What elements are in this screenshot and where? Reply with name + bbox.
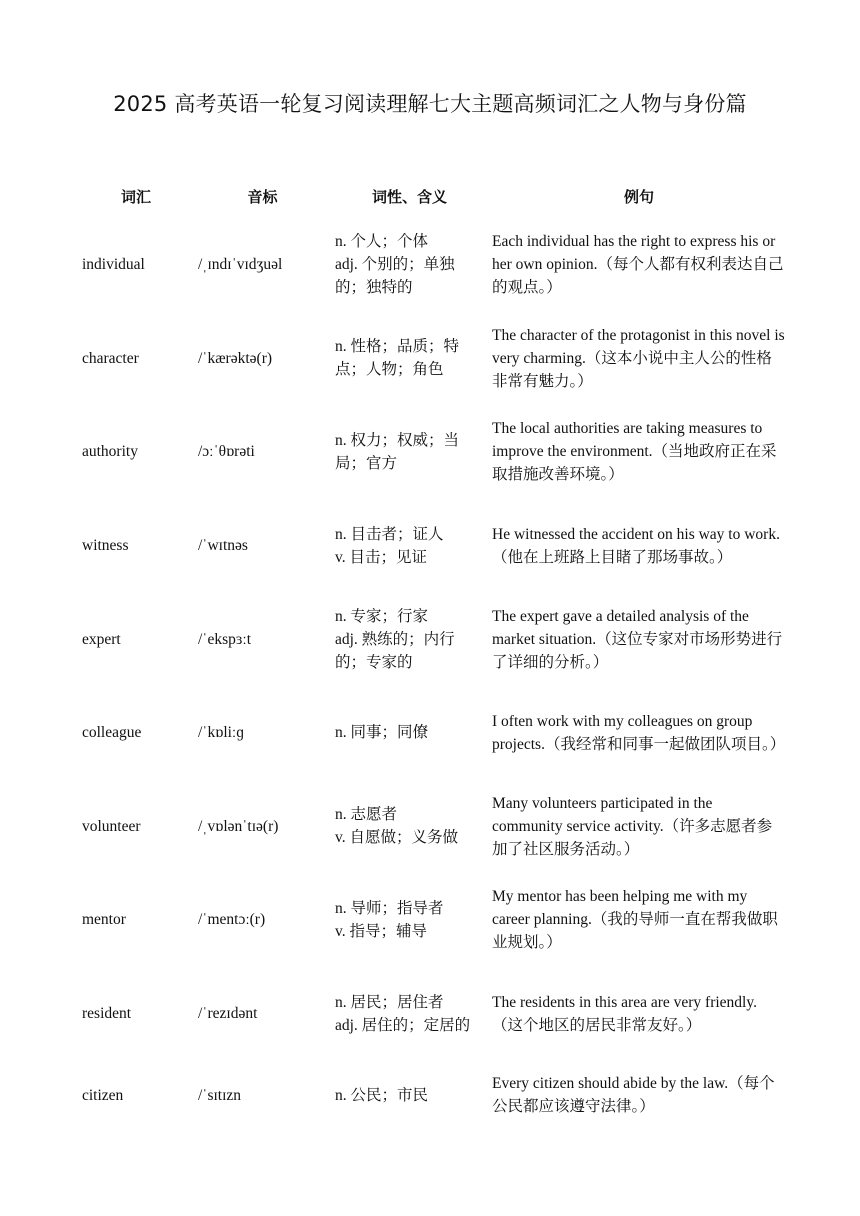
table-row xyxy=(78,218,790,312)
word-cell: witness xyxy=(82,537,129,555)
phonetic-cell: /ˌɪndɪˈvɪdʒuəl xyxy=(198,256,283,274)
pos-meaning-cell xyxy=(331,312,488,406)
phonetic-cell: /ˌvɒlənˈtɪə(r) xyxy=(198,817,279,835)
pos-meaning-line: n. 性格；品质；特点；人物；角色 xyxy=(335,338,460,379)
pos-meaning-cell xyxy=(331,686,488,780)
pos-meaning-cell xyxy=(331,873,488,967)
table-row xyxy=(78,1060,790,1130)
example-cell: The character of the protagonist in this novel is very charming.（这本小说中主人公的性格非常有魅力。） xyxy=(492,326,785,390)
pos-meaning-cell xyxy=(331,967,488,1061)
phonetic-cell: /ˈkærəktə(r) xyxy=(198,349,273,367)
pos-meaning-line: n. 权力；权威；当局；官方 xyxy=(335,431,460,472)
header-pos-meaning: 词性、含义 xyxy=(371,187,447,206)
pos-meaning-line: n. 居民；居住者 xyxy=(335,993,444,1011)
pos-meaning-cell xyxy=(331,405,488,499)
table-row xyxy=(78,873,790,967)
table-row xyxy=(78,592,790,686)
example-cell: Each individual has the right to express his or her own opinion.（每个人都有权利表达自己的观点。） xyxy=(492,233,784,297)
example-cell: I often work with my colleagues on group projects.（我经常和同事一起做团队项目。） xyxy=(492,712,786,753)
word-cell: volunteer xyxy=(82,817,141,835)
pos-meaning-line: adj. 熟练的；内行的；专家的 xyxy=(335,630,455,671)
pos-meaning-line: n. 公民；市民 xyxy=(335,1086,429,1104)
header-example: 例句 xyxy=(623,187,654,206)
document-title: 2025 高考英语一轮复习阅读理解七大主题高频词汇之人物与身份篇 xyxy=(113,92,747,116)
table-header-row xyxy=(78,174,790,218)
phonetic-cell: /ˈwɪtnəs xyxy=(198,537,248,555)
pos-meaning-line: n. 专家；行家 xyxy=(335,607,429,625)
pos-meaning-cell xyxy=(331,1060,488,1130)
word-cell: colleague xyxy=(82,724,142,742)
vocabulary-table xyxy=(78,174,790,1130)
word-cell: character xyxy=(82,349,139,367)
example-cell: Every citizen should abide by the law.（每个公民都应该遵守法律。） xyxy=(492,1075,775,1116)
example-cell: Many volunteers participated in the community service activity.（许多志愿者参加了社区服务活动。） xyxy=(492,794,773,858)
word-cell: expert xyxy=(82,630,121,648)
phonetic-cell: /ˈmentɔː(r) xyxy=(198,911,266,929)
table-row xyxy=(78,499,790,593)
table-body xyxy=(78,218,790,1130)
phonetic-cell: /ˈekspɜːt xyxy=(198,630,252,648)
pos-meaning-line: n. 志愿者 xyxy=(335,806,398,824)
pos-meaning-line: v. 目击；见证 xyxy=(335,548,427,566)
example-cell: My mentor has been helping me with my career planning.（我的导师一直在帮我做职业规划。） xyxy=(492,888,778,952)
word-cell: citizen xyxy=(82,1086,124,1104)
pos-meaning-line: v. 指导；辅导 xyxy=(335,922,427,940)
table-row xyxy=(78,312,790,406)
header-word: 词汇 xyxy=(120,187,151,206)
pos-meaning-line: n. 目击者；证人 xyxy=(335,525,444,543)
phonetic-cell: /ˈsɪtɪzn xyxy=(198,1086,242,1104)
pos-meaning-cell xyxy=(331,218,488,312)
phonetic-cell: /ɔːˈθɒrəti xyxy=(198,443,255,461)
pos-meaning-line: n. 同事；同僚 xyxy=(335,724,429,742)
table-row xyxy=(78,405,790,499)
table-row xyxy=(78,780,790,874)
phonetic-cell: /ˈkɒliːɡ xyxy=(198,724,244,742)
pos-meaning-cell xyxy=(331,780,488,874)
phonetic-cell: /ˈrezɪdənt xyxy=(198,1005,258,1023)
word-cell: resident xyxy=(82,1005,132,1023)
pos-meaning-line: v. 自愿做；义务做 xyxy=(335,829,458,847)
table-row xyxy=(78,967,790,1061)
pos-meaning-line: n. 个人；个体 xyxy=(335,233,429,251)
table-row xyxy=(78,686,790,780)
word-cell: mentor xyxy=(82,911,126,929)
header-phonetic: 音标 xyxy=(247,187,278,206)
pos-meaning-cell xyxy=(331,499,488,593)
example-cell: The expert gave a detailed analysis of the market situation.（这位专家对市场形势进行了详细的分析。） xyxy=(492,607,783,671)
pos-meaning-line: adj. 个别的；单独的；独特的 xyxy=(335,256,455,297)
example-cell: The local authorities are taking measures to improve the environment.（当地政府正在采取措施改善环境。） xyxy=(492,420,777,484)
pos-meaning-cell xyxy=(331,592,488,686)
word-cell: individual xyxy=(82,256,145,274)
word-cell: authority xyxy=(82,443,138,461)
pos-meaning-line: n. 导师；指导者 xyxy=(335,899,444,917)
example-cell: The residents in this area are very friendly.（这个地区的居民非常友好。） xyxy=(492,993,757,1034)
pos-meaning-line: adj. 居住的；定居的 xyxy=(335,1016,471,1034)
example-cell: He witnessed the accident on his way to work.（他在上班路上目睹了那场事故。） xyxy=(492,525,780,566)
